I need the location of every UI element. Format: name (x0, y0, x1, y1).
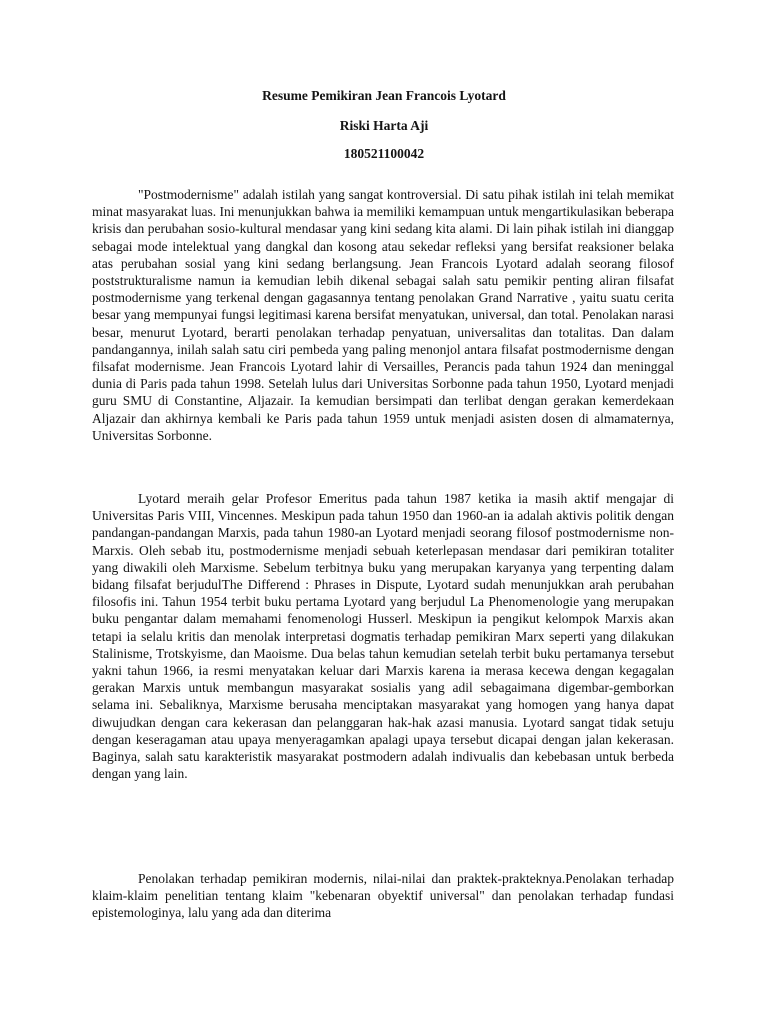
document-title: Resume Pemikiran Jean Francois Lyotard (262, 88, 506, 103)
paragraph-3 (92, 870, 674, 922)
paragraph-1-text: "Postmodernisme" adalah istilah yang sangat kontroversial. Di satu pihak istilah ini telah memikat minat masyarakat luas. Ini menunjukkan bahwa ia memiliki kemampuan untuk mengartikulasikan beberapa krisis dan perubahan sosio-kultural mendasar yang kini sedang kita alami. Di lain pihak istilah ini dianggap sebagai mode intelektual yang dangkal dan kosong atau sekedar refleksi yang bersifat reaksioner belaka atas perubahan sosial yang kini sedang berlangsung. Jean Francois Lyotard adalah seorang filosof poststrukturalisme namun ia kemudian lebih dikenal sebagai salah satu pemikir penting aliran filsafat postmodernisme yang terkenal dengan gagasannya tentang penolakan Grand Narrative , yaitu suatu cerita besar yang mempunyai fungsi legitimasi karena bersifat menyatukan, universal, dan total. Penolakan narasi besar, menurut Lyotard, berarti penolakan terhadap penyatuan, universalitas dan totalitas. Dan dalam pandangannya, inilah salah satu ciri pembeda yang paling menonjol antara filsafat postmodernisme dengan filsafat modernisme. Jean Francois Lyotard lahir di Versailles, Perancis pada tahun 1924 dan meninggal dunia di Paris pada tahun 1998. Setelah lulus dari Universitas Sorbonne pada tahun 1950, Lyotard menjadi guru SMU di Constantine, Aljazair. Ia kemudian bersimpati dan terlibat dengan gerakan kemerdekaan Aljazair dan akhirnya kembali ke Paris pada tahun 1959 untuk menjadi asisten dosen di almamaternya, Universitas Sorbonne. (92, 187, 674, 443)
paragraph-2 (92, 490, 674, 782)
author-name: Riski Harta Aji (339, 118, 429, 133)
paragraph-1 (92, 186, 674, 444)
student-id: 180521100042 (343, 146, 425, 161)
paragraph-2-text: Lyotard meraih gelar Profesor Emeritus pada tahun 1987 ketika ia masih aktif mengajar di Universitas Paris VIII, Vincennes. Meskipun pada tahun 1950 dan 1960-an ia adalah aktivis politik dengan pandangan-pandangan Marxis, pada tahun 1980-an Lyotard menjadi seorang filosof postmodernisme non-Marxis. Oleh sebab itu, postmodernisme menjadi sebuah keterlepasan mendasar dari pemikiran totaliter yang diwakili oleh Marxisme. Sebelum terbitnya buku yang merupakan karyanya yang terpenting dalam bidang filsafat berjudulThe Differend : Phrases in Dispute, Lyotard sudah menunjukkan arah perubahan filosofis ini. Tahun 1954 terbit buku pertama Lyotard yang berjudul La Phenomenologie yang merupakan buku pengantar dalam memahami fenomenologi Husserl. Meskipun ia pengikut kelompok Marxis akan tetapi ia selalu kritis dan menolak interpretasi dogmatis terhadap pemikiran Marx seperti yang dilakukan Stalinisme, Trotskyisme, dan Maoisme. Dua belas tahun kemudian setelah terbit buku pertamanya tersebut yakni tahun 1966, ia resmi menyatakan keluar dari Marxis karena ia merasa kecewa dengan kegagalan gerakan Marxis untuk membangun masyarakat sosialis yang adil sebagaimana digembar-gemborkan selama ini. Sebaliknya, Marxisme berusaha menciptakan masyarakat yang homogen yang hanya dapat diwujudkan dengan cara kekerasan dan pelanggaran hak-hak azasi manusia. Lyotard sangat tidak setuju dengan keseragaman atau upaya menyeragamkan apalagi upaya tersebut dicapai dengan jalan kekerasan. Baginya, salah satu karakteristik masyarakat postmodern adalah indivualis dan kebebasan untuk berbeda dengan yang lain. (92, 491, 674, 782)
paragraph-3-text: Penolakan terhadap pemikiran modernis, nilai-nilai dan praktek-prakteknya.Penolakan terhadap klaim-klaim penelitian tentang klaim "kebenaran obyektif universal" dan penolakan terhadap fundasi epistemologinya, lalu yang ada dan diterima (92, 871, 674, 921)
